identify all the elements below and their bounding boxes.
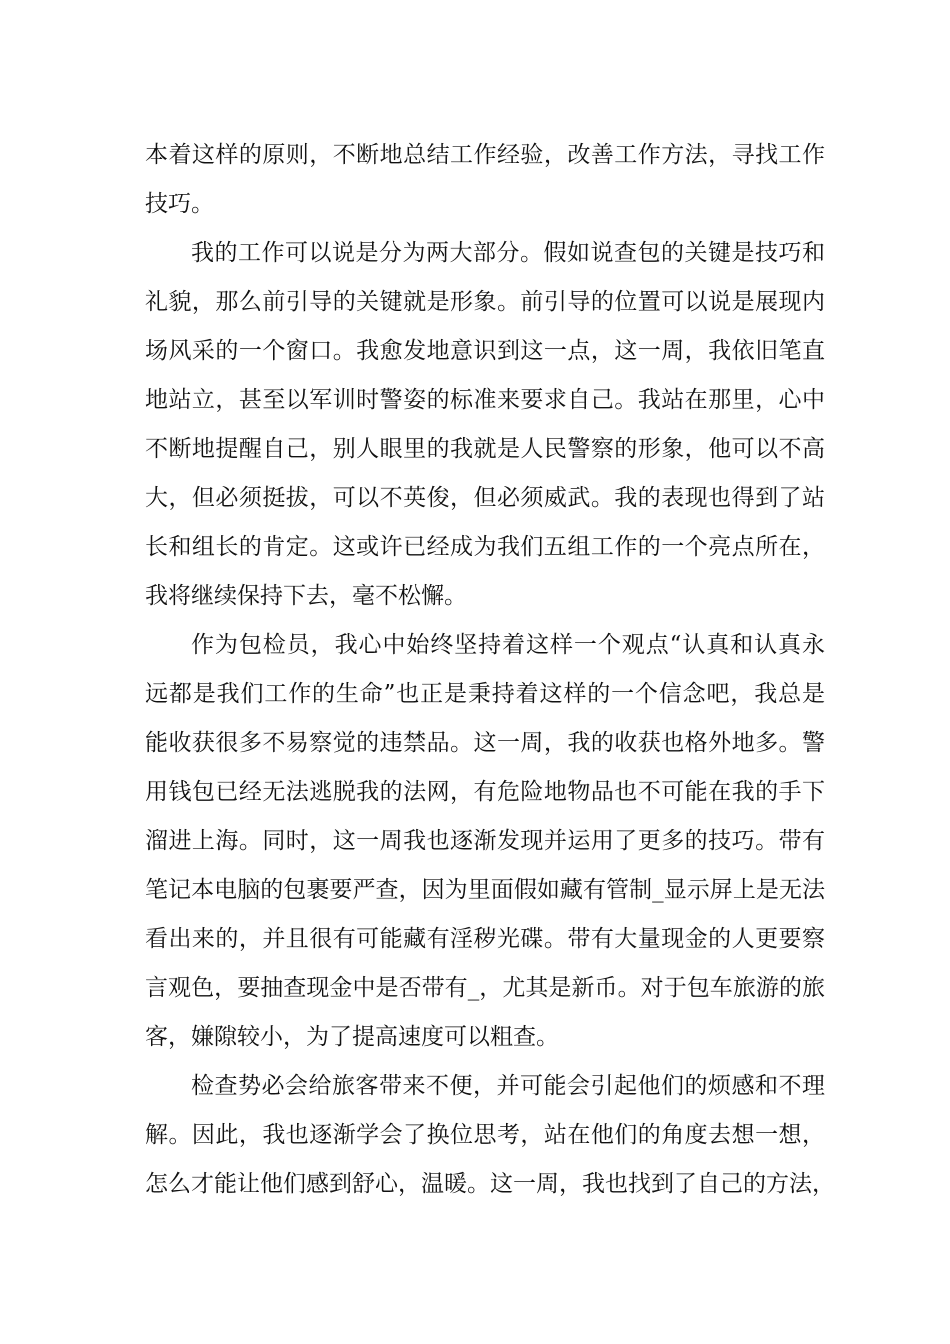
text-line: 溜进上海。同时，这一周我也逐渐发现并运用了更多的技巧。带有 <box>145 828 825 854</box>
text-line: 言观色，要抽查现金中是否带有_，尤其是新币。对于包车旅游的旅 <box>145 975 825 1001</box>
text-line: 笔记本电脑的包裹要严查，因为里面假如藏有管制_显示屏上是无法 <box>145 877 825 903</box>
text-line: 看出来的，并且很有可能藏有淫秽光碟。带有大量现金的人更要察 <box>145 926 825 952</box>
body-text <box>145 131 835 1209</box>
text-line: 远都是我们工作的生命”也正是秉持着这样的一个信念吧，我总是 <box>145 681 825 707</box>
text-line: 解。因此，我也逐渐学会了换位思考，站在他们的角度去想一想， <box>145 1122 825 1148</box>
text-line: 技巧。 <box>145 191 214 217</box>
text-line: 用钱包已经无法逃脱我的法网，有危险地物品也不可能在我的手下 <box>145 779 825 805</box>
text-line: 我的工作可以说是分为两大部分。假如说查包的关键是技巧和 <box>191 240 825 266</box>
text-line: 怎么才能让他们感到舒心，温暖。这一周，我也找到了自己的方法， <box>145 1171 835 1197</box>
text-line: 场风采的一个窗口。我愈发地意识到这一点，这一周，我依旧笔直 <box>145 338 825 364</box>
text-line: 本着这样的原则，不断地总结工作经验，改善工作方法，寻找工作 <box>145 142 825 168</box>
text-line: 大，但必须挺拔，可以不英俊，但必须威武。我的表现也得到了站 <box>145 485 825 511</box>
text-line: 地站立，甚至以军训时警姿的标准来要求自己。我站在那里，心中 <box>145 387 825 413</box>
text-line: 我将继续保持下去，毫不松懈。 <box>145 583 467 609</box>
text-line: 长和组长的肯定。这或许已经成为我们五组工作的一个亮点所在， <box>145 534 825 560</box>
text-line: 能收获很多不易察觉的违禁品。这一周，我的收获也格外地多。警 <box>145 730 825 756</box>
text-line: 不断地提醒自己，别人眼里的我就是人民警察的形象，他可以不高 <box>145 436 825 462</box>
text-line: 作为包检员，我心中始终坚持着这样一个观点“认真和认真永 <box>191 632 825 658</box>
text-line: 礼貌，那么前引导的关键就是形象。前引导的位置可以说是展现内 <box>145 289 825 315</box>
text-line: 客，嫌隙较小，为了提高速度可以粗查。 <box>145 1024 559 1050</box>
text-line: 检查势必会给旅客带来不便，并可能会引起他们的烦感和不理 <box>191 1073 825 1099</box>
